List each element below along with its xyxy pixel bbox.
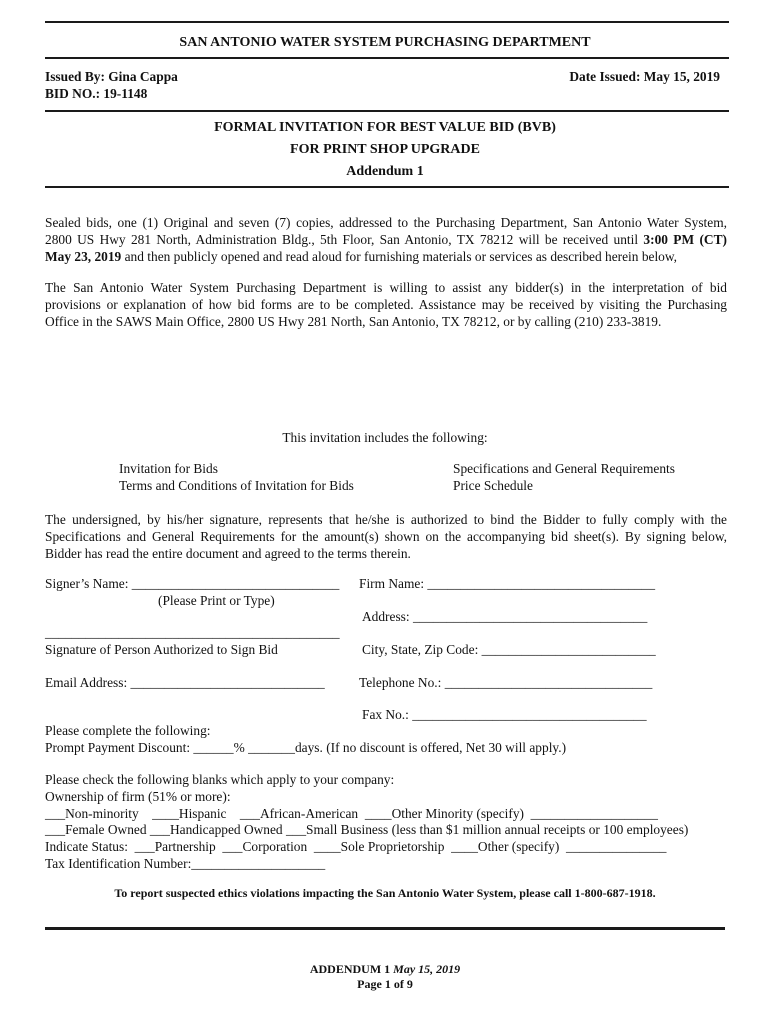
sealed-bids-opening: and then publicly opened and read aloud for furnishing materials or services as described herein below, [121,249,678,264]
assistance-line-2: provisions or explanation of how bid forms are to be completed. Assistance may be received by visiting the Purchasing [45,297,727,312]
title-bottom-rule [45,186,729,188]
header-rule [45,57,729,59]
company-heading: Please check the following blanks which apply to your company: [45,772,395,787]
authorization-line-2: Specifications and General Requirements for the amount(s) shown on the accompanying bid sheet(s). By signing below, [45,529,727,544]
includes-heading: This invitation includes the following: [282,430,488,445]
ethics-notice: To report suspected ethics violations impacting the San Antonio Water System, please call 1-800-687-1918. [114,886,656,900]
sealed-bids-line-2 [45,231,727,248]
authorization-line-3: Bidder has read the entire document and agreed to the terms therein. [45,546,411,561]
department-heading: SAN ANTONIO WATER SYSTEM PURCHASING DEPARTMENT [179,35,591,50]
tax-id-field[interactable]: Tax Identification Number:____________________ [45,856,326,871]
footer-addendum [0,962,770,977]
sealed-bids-line-3 [45,248,727,265]
assistance-line-3: Office in the SAWS Main Office, 2800 US Hwy 281 North, San Antonio, TX 78212, or by calling (210) 233-3819. [45,314,662,329]
footer-rule [45,927,725,930]
deadline-time: 3:00 PM (CT) [643,232,727,247]
title-line-1: FORMAL INVITATION FOR BEST VALUE BID (BVB) [214,120,556,135]
please-complete-label: Please complete the following: [45,723,211,738]
includes-left-item-2: Terms and Conditions of Invitation for Bids [119,478,354,493]
sealed-bids-address: 2800 US Hwy 281 North, Administration Bldg., 5th Floor, San Antonio, TX 78212 will be received until [45,232,644,247]
fax-field[interactable]: Fax No.: ___________________________________ [362,707,647,722]
signature-label: Signature of Person Authorized to Sign Bid [45,642,278,657]
addendum-label: Addendum 1 [346,164,424,179]
authorization-line-1: The undersigned, by his/her signature, represents that he/she is authorized to bind the Bidder to fully comply with the [45,512,727,527]
email-field[interactable]: Email Address: _____________________________ [45,675,325,690]
footer-page-number: Page 1 of 9 [357,977,413,991]
issued-by: Issued By: Gina Cappa [45,69,178,84]
prompt-payment-field[interactable]: Prompt Payment Discount: ______% _______days. (If no discount is offered, Net 30 will apply.) [45,740,567,755]
city-state-zip-field[interactable]: City, State, Zip Code: __________________________ [362,642,656,657]
date-issued: Date Issued: May 15, 2019 [569,69,720,84]
address-field[interactable]: Address: ___________________________________ [362,609,648,624]
footer-date: May 15, 2019 [393,962,461,976]
authorization-paragraph [45,511,727,562]
status-options[interactable]: Indicate Status: ___Partnership ___Corporation ____Sole Proprietorship ____Other (specify) _______________ [45,839,667,854]
assistance-paragraph [45,279,727,330]
signer-name-field[interactable]: Signer’s Name: _______________________________ [45,576,340,591]
sealed-bids-line-1: Sealed bids, one (1) Original and seven (7) copies, addressed to the Purchasing Department, San Antonio Water System, [45,215,727,230]
includes-right-item-1: Specifications and General Requirements [453,461,675,476]
ownership-label: Ownership of firm (51% or more): [45,789,231,804]
telephone-field[interactable]: Telephone No.: _______________________________ [359,675,653,690]
print-or-type-note: (Please Print or Type) [158,593,275,608]
title-line-2: FOR PRINT SHOP UPGRADE [290,142,480,157]
title-top-rule [45,110,729,112]
ownership-options-row-2[interactable]: ___Female Owned ___Handicapped Owned ___Small Business (less than $1 million annual receipts or 100 employees) [45,822,689,837]
bid-number: BID NO.: 19-1148 [45,86,148,101]
assistance-line-1: The San Antonio Water System Purchasing Department is willing to assist any bidder(s) in the interpretation of bid [45,280,727,295]
footer-addendum-label: ADDENDUM 1 [309,962,391,976]
firm-name-field[interactable]: Firm Name: __________________________________ [359,576,656,591]
includes-right-item-2: Price Schedule [453,478,533,493]
deadline-date: May 23, 2019 [45,249,122,264]
signature-field[interactable]: ____________________________________________ [45,625,340,640]
ownership-options-row-1[interactable]: ___Non-minority ____Hispanic ___African-American ____Other Minority (specify) ___________________ [45,806,658,821]
includes-left-item-1: Invitation for Bids [119,461,218,476]
sealed-bids-paragraph [45,214,727,265]
top-rule [45,21,729,23]
